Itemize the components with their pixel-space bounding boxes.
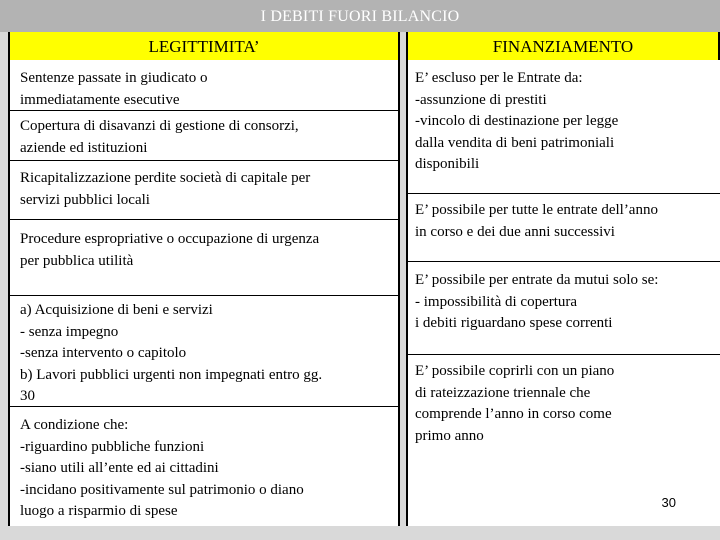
legittimita-column [8,60,400,526]
header-finanziamento: FINANZIAMENTO [406,32,720,60]
finanziamento-item: E’ possibile coprirli con un piano di rateizzazione triennale che comprende l’anno in corso come primo anno [408,354,720,524]
finanziamento-item: E’ escluso per le Entrate da: -assunzione di prestiti -vincolo di destinazione per legge dalla vendita di beni patrimoniali disponibili [415,70,619,172]
page-number: 30 [661,495,676,510]
legittimita-item: Ricapitalizzazione perdite società di capitale per servizi pubblici locali [10,160,398,220]
legittimita-item: Copertura di disavanzi di gestione di consorzi, aziende ed istituzioni [10,110,398,162]
legittimita-item: Procedure espropriative o occupazione di urgenza per pubblica utilità [10,219,398,296]
legittimita-item: A condizione che: -riguardino pubbliche funzioni -siano utili all’ente ed ai cittadini -incidano positivamente sul patrimonio o diano luogo a risparmio di spese [10,406,398,524]
finanziamento-item: E’ possibile per tutte le entrate dell’anno in corso e dei due anni successivi [408,193,720,261]
legittimita-item: a) Acquisizione di beni e servizi - senza impegno -senza intervento o capitolo b) Lavori pubblici urgenti non impegnati entro gg. 30 [10,295,398,407]
finanziamento-column [406,60,720,526]
slide-title: I DEBITI FUORI BILANCIO [0,0,720,32]
legittimita-item: Sentenze passate in giudicato o immediatamente esecutive [20,70,208,108]
finanziamento-item: E’ possibile per entrate da mutui solo se: - impossibilità di copertura i debiti riguardano spese correnti [408,261,720,355]
header-legittimita: LEGITTIMITA’ [8,32,400,60]
